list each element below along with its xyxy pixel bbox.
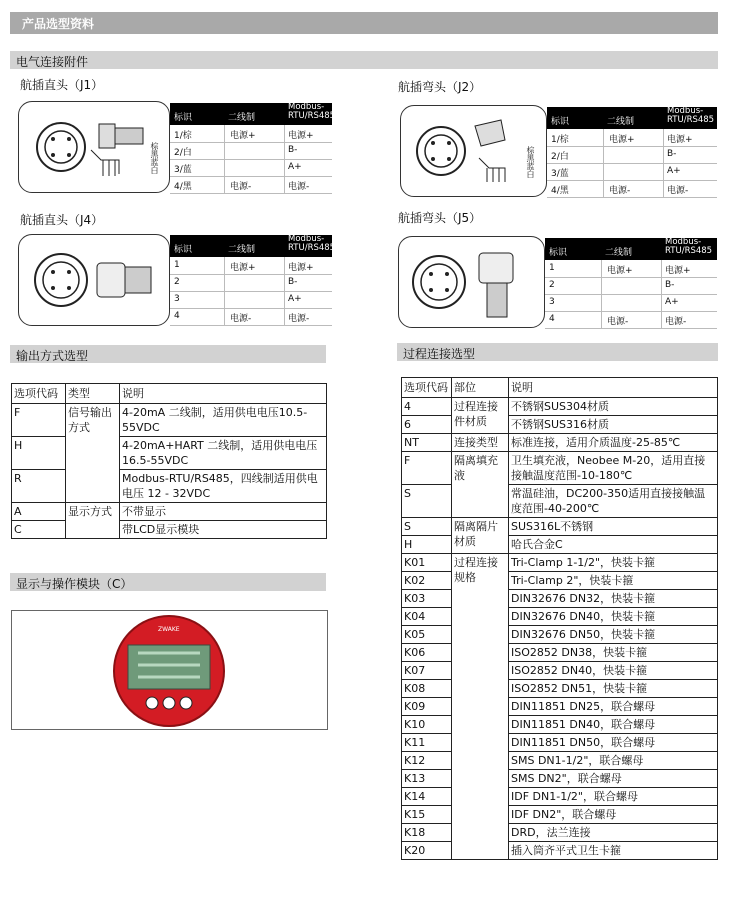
output-desc: 4-20mA 二线制，适用供电电压10.5-55VDC — [120, 404, 327, 437]
electrical-section-bar — [10, 51, 718, 69]
j4-cell: 4 — [174, 311, 180, 321]
j4-cell: 电源- — [230, 314, 252, 324]
j2-cell: 电源+ — [667, 135, 693, 145]
process-code: K15 — [402, 806, 452, 824]
table-row — [402, 434, 718, 452]
table-row — [12, 521, 327, 539]
j5-cell: 电源- — [607, 317, 629, 327]
process-code: K18 — [402, 824, 452, 842]
j1-connector-image — [18, 101, 170, 193]
process-desc: SMS DN2"，联合螺母 — [509, 770, 718, 788]
table-row — [402, 788, 718, 806]
j5-cell: B- — [665, 280, 675, 290]
output-table — [11, 383, 327, 539]
j2-header-cell: 标识 — [551, 117, 570, 127]
process-header-part: 部位 — [452, 378, 509, 398]
j2-header-cell: 二线制 — [607, 117, 635, 127]
j1-cell: 电源+ — [230, 131, 256, 141]
display-module-image — [11, 610, 328, 730]
process-code: K11 — [402, 734, 452, 752]
j5-connector-image — [398, 236, 545, 328]
process-desc: SMS DN1-1/2"，联合螺母 — [509, 752, 718, 770]
j2-cell: 4/黑 — [551, 186, 569, 196]
j1-cell: 电源- — [230, 182, 252, 192]
j1-header-cell: 二线制 — [228, 113, 256, 123]
table-row — [402, 536, 718, 554]
j5-table — [545, 238, 717, 328]
process-code: K09 — [402, 698, 452, 716]
process-code: NT — [402, 434, 452, 452]
process-part: 过程连接件材质 — [452, 398, 509, 434]
j4-connector-drawing — [19, 235, 169, 325]
table-row — [402, 752, 718, 770]
output-code: A — [12, 503, 66, 521]
j2-wire-colors: 棕黑蓝白 — [526, 146, 535, 178]
table-row — [402, 590, 718, 608]
table-row — [402, 644, 718, 662]
page-title: 产品选型资料 — [22, 17, 95, 31]
table-row — [402, 824, 718, 842]
j5-cell: 电源+ — [607, 266, 633, 276]
table-row — [402, 680, 718, 698]
table-row — [402, 734, 718, 752]
table-row — [402, 608, 718, 626]
j1-cell: 2/白 — [174, 148, 192, 158]
output-section-bar — [10, 345, 326, 363]
display-section-bar — [10, 573, 326, 591]
process-code: S — [402, 485, 452, 518]
output-section-title: 输出方式选型 — [16, 349, 89, 363]
j4-table-header — [170, 234, 336, 257]
table-row — [12, 470, 327, 503]
process-part: 连接类型 — [452, 434, 509, 452]
j1-cell: 3/蓝 — [174, 165, 192, 175]
process-desc: DIN32676 DN50，快装卡箍 — [509, 626, 718, 644]
table-row — [545, 294, 717, 312]
j2-cell: 电源- — [667, 186, 689, 196]
output-desc: 不带显示 — [120, 503, 327, 521]
j4-cell: A+ — [288, 294, 302, 304]
process-desc: 卫生填充液，Neobee M-20，适用直接接触温度范围-10-180℃ — [509, 452, 718, 485]
process-desc: 不锈钢SUS316材质 — [509, 416, 718, 434]
j4-cell: B- — [288, 277, 298, 287]
process-desc: 插入筒齐平式卫生卡箍 — [509, 842, 718, 860]
j1-cell: 1/棕 — [174, 131, 192, 141]
j4-table — [170, 234, 336, 325]
table-row — [402, 398, 718, 416]
output-type-signal: 信号输出方式 — [66, 404, 120, 503]
output-code: H — [12, 437, 66, 470]
table-divider — [601, 260, 602, 328]
j2-cell: 电源+ — [609, 135, 635, 145]
table-row — [402, 626, 718, 644]
j5-cell: 电源- — [665, 317, 687, 327]
j1-wire-colors: 棕黑蓝白 — [150, 142, 159, 174]
j4-label: 航插直头（J4） — [20, 213, 104, 227]
table-row — [402, 416, 718, 434]
process-header-desc: 说明 — [509, 378, 718, 398]
j5-table-header — [545, 238, 717, 260]
process-header-code: 选项代码 — [402, 378, 452, 398]
j2-cell: 2/白 — [551, 152, 569, 162]
j5-cell: 电源+ — [665, 266, 691, 276]
process-code: 6 — [402, 416, 452, 434]
j1-connector-drawing — [19, 102, 169, 192]
j1-cell: 电源+ — [288, 131, 314, 141]
output-type-display: 显示方式 — [66, 503, 120, 539]
table-row — [545, 311, 717, 329]
table-row — [547, 146, 717, 164]
process-code: K08 — [402, 680, 452, 698]
output-header-type: 类型 — [66, 384, 120, 404]
j1-cell: 4/黑 — [174, 182, 192, 192]
j4-cell: 电源+ — [230, 263, 256, 273]
process-code: 4 — [402, 398, 452, 416]
process-desc: DIN32676 DN32，快装卡箍 — [509, 590, 718, 608]
process-code: K04 — [402, 608, 452, 626]
j2-header-cell: Modbus-RTU/RS485 — [667, 106, 715, 125]
output-desc: Modbus-RTU/RS485，四线制适用供电电压 12 - 32VDC — [120, 470, 327, 503]
j1-header-cell: Modbus-RTU/RS485 — [288, 102, 336, 121]
j4-header-cell: 标识 — [174, 245, 193, 255]
table-divider — [284, 125, 285, 193]
process-desc: Tri-Clamp 2"，快装卡箍 — [509, 572, 718, 590]
table-row — [402, 842, 718, 860]
j1-table — [170, 102, 336, 193]
j5-header-cell: Modbus-RTU/RS485 — [665, 237, 713, 256]
table-row — [170, 159, 332, 177]
process-code: K05 — [402, 626, 452, 644]
table-row — [545, 277, 717, 295]
process-code: S — [402, 518, 452, 536]
table-row — [170, 291, 332, 309]
table-row — [170, 257, 332, 275]
table-row — [402, 806, 718, 824]
j2-cell: A+ — [667, 166, 681, 176]
table-row — [170, 125, 332, 143]
output-code: C — [12, 521, 66, 539]
table-row — [545, 260, 717, 278]
j4-cell: 2 — [174, 277, 180, 287]
table-divider — [224, 125, 225, 193]
process-desc: DIN11851 DN40，联合螺母 — [509, 716, 718, 734]
j4-connector-image — [18, 234, 170, 326]
table-row — [402, 518, 718, 536]
table-row — [547, 129, 717, 147]
j2-cell: 1/棕 — [551, 135, 569, 145]
table-divider — [603, 129, 604, 197]
process-code: K10 — [402, 716, 452, 734]
process-part: 过程连接规格 — [452, 554, 509, 860]
output-header-desc: 说明 — [120, 384, 327, 404]
j5-cell: 3 — [549, 297, 555, 307]
j1-cell: A+ — [288, 162, 302, 172]
process-part: 隔离隔片材质 — [452, 518, 509, 554]
process-section-bar — [397, 343, 718, 361]
j2-table-header — [547, 107, 717, 129]
j1-header-cell: 标识 — [174, 113, 193, 123]
output-code: F — [12, 404, 66, 437]
process-desc: ISO2852 DN51，快装卡箍 — [509, 680, 718, 698]
table-divider — [661, 260, 662, 328]
process-code: K12 — [402, 752, 452, 770]
process-desc: 常温硅油，DC200-350适用直接接触温度范围-40-200℃ — [509, 485, 718, 518]
process-desc: 标准连接，适用介质温度-25-85℃ — [509, 434, 718, 452]
process-code: F — [402, 452, 452, 485]
j2-table — [547, 107, 717, 197]
output-header-code: 选项代码 — [12, 384, 66, 404]
process-desc: DIN11851 DN50，联合螺母 — [509, 734, 718, 752]
j5-header-cell: 标识 — [549, 248, 568, 258]
table-row — [170, 308, 332, 326]
table-row — [402, 452, 718, 485]
table-row — [402, 716, 718, 734]
process-desc: DRD，法兰连接 — [509, 824, 718, 842]
j2-cell: 3/蓝 — [551, 169, 569, 179]
process-desc: 不锈钢SUS304材质 — [509, 398, 718, 416]
process-code: K14 — [402, 788, 452, 806]
process-code: K20 — [402, 842, 452, 860]
process-desc: IDF DN2"，联合螺母 — [509, 806, 718, 824]
table-divider — [284, 257, 285, 325]
table-row — [170, 142, 332, 160]
process-desc: IDF DN1-1/2"，联合螺母 — [509, 788, 718, 806]
j4-cell: 1 — [174, 260, 180, 270]
table-row — [402, 572, 718, 590]
j1-cell: B- — [288, 145, 298, 155]
process-section-title: 过程连接选型 — [403, 347, 476, 361]
display-section-title: 显示与操作模块（C） — [16, 577, 133, 591]
j5-cell: A+ — [665, 297, 679, 307]
table-row — [170, 274, 332, 292]
process-code: K02 — [402, 572, 452, 590]
j2-cell: 电源- — [609, 186, 631, 196]
process-code: K07 — [402, 662, 452, 680]
table-row — [547, 163, 717, 181]
j2-label: 航插弯头（J2） — [398, 80, 482, 94]
j4-cell: 电源- — [288, 314, 310, 324]
process-desc: 哈氏合金C — [509, 536, 718, 554]
j4-cell: 3 — [174, 294, 180, 304]
process-code: K13 — [402, 770, 452, 788]
process-desc: Tri-Clamp 1-1/2"，快装卡箍 — [509, 554, 718, 572]
j1-table-header — [170, 102, 336, 125]
j2-connector-image — [400, 105, 547, 197]
output-desc: 带LCD显示模块 — [120, 521, 327, 539]
j2-cell: B- — [667, 149, 677, 159]
process-desc: DIN11851 DN25，联合螺母 — [509, 698, 718, 716]
j4-header-cell: Modbus-RTU/RS485 — [288, 234, 336, 253]
page-title-bar — [10, 12, 718, 34]
j5-header-cell: 二线制 — [605, 248, 633, 258]
table-divider — [663, 129, 664, 197]
process-code: K03 — [402, 590, 452, 608]
table-row — [547, 180, 717, 198]
table-row — [170, 176, 332, 194]
output-code: R — [12, 470, 66, 503]
process-table — [401, 377, 718, 860]
table-row — [402, 770, 718, 788]
process-code: H — [402, 536, 452, 554]
j5-label: 航插弯头（J5） — [398, 211, 482, 225]
table-row — [402, 698, 718, 716]
table-row — [12, 404, 327, 437]
process-part: 隔离填充液 — [452, 452, 509, 518]
display-brand: ZWAKE — [158, 626, 180, 633]
j1-label: 航插直头（J1） — [20, 78, 104, 92]
j5-connector-drawing — [399, 237, 544, 327]
process-desc: ISO2852 DN38，快装卡箍 — [509, 644, 718, 662]
table-row — [12, 437, 327, 470]
table-row — [402, 662, 718, 680]
electrical-section-title: 电气连接附件 — [16, 55, 89, 69]
output-desc: 4-20mA+HART 二线制，适用供电电压16.5-55VDC — [120, 437, 327, 470]
process-desc: SUS316L不锈钢 — [509, 518, 718, 536]
j1-cell: 电源- — [288, 182, 310, 192]
j5-cell: 2 — [549, 280, 555, 290]
table-row — [402, 554, 718, 572]
table-row — [12, 503, 327, 521]
process-code: K01 — [402, 554, 452, 572]
process-code: K06 — [402, 644, 452, 662]
process-desc: ISO2852 DN40，快装卡箍 — [509, 662, 718, 680]
j4-header-cell: 二线制 — [228, 245, 256, 255]
process-desc: DIN32676 DN40，快装卡箍 — [509, 608, 718, 626]
j5-cell: 4 — [549, 314, 555, 324]
j5-cell: 1 — [549, 263, 555, 273]
table-divider — [224, 257, 225, 325]
j4-cell: 电源+ — [288, 263, 314, 273]
table-row — [402, 485, 718, 518]
